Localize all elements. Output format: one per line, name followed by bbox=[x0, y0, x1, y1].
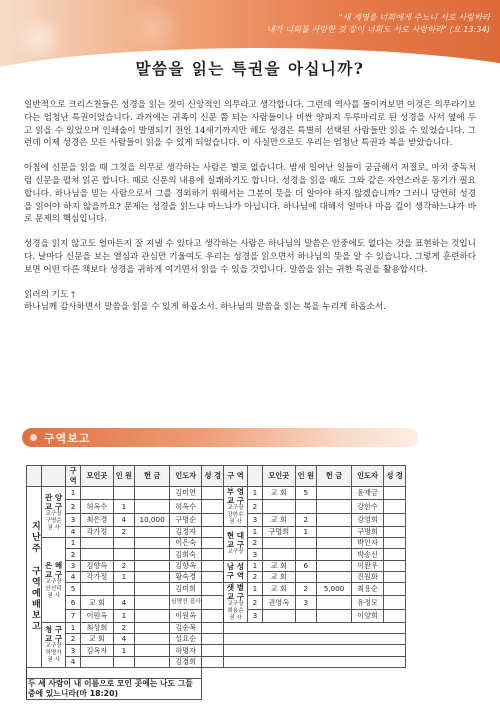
meeting-place-cell: 교 회 bbox=[263, 487, 295, 500]
meeting-place-cell: 교 회 bbox=[263, 513, 295, 526]
table-row bbox=[27, 513, 406, 526]
table-header-row bbox=[27, 466, 406, 487]
scripture-cell bbox=[384, 513, 406, 526]
article-body bbox=[24, 99, 476, 314]
district-number-cell: 2 bbox=[247, 500, 262, 513]
scripture-cell bbox=[202, 622, 224, 633]
table-row bbox=[27, 549, 406, 560]
meeting-place-cell: 각가정 bbox=[81, 571, 113, 582]
scripture-cell bbox=[384, 500, 406, 513]
decorative-flower-image bbox=[118, 6, 188, 52]
attendance-cell bbox=[295, 571, 317, 582]
offering-cell bbox=[135, 500, 170, 513]
table-row bbox=[27, 634, 406, 645]
header-cell: 인도자 bbox=[351, 466, 383, 487]
article-paragraph: 아침에 신문을 읽을 때 그것을 의무로 생각하는 사람은 별로 없습니다. 밤새 일어난 일들이 궁금해서 저절로, 마치 중독처럼 신문을 펼쳐 읽곤 합니다. 때로 신문의 내용에 실쾌하기도 합니다. 성경을 읽을 때도 그와 같은 자연스러운 동기가 필요합니다. 하나님을 믿는 사람으로서 그를 경외하기 위해서는 그분이 뜻을 더 알아야 하지 않겠습니까? 그러니 당연히 성경을 읽어야 하지 않을까요? 문제는 성경을 읽느냐 마느냐가 아닙니다. 하나님에 대해서 얼마나 마음 깊이 생각하느냐가 바로 문제의 핵심입니다. bbox=[24, 163, 476, 225]
scripture-cell bbox=[384, 609, 406, 622]
offering-cell bbox=[317, 500, 352, 513]
article-paragraph: 성경을 읽지 않고도 얼마든지 잘 지낼 수 있다고 생각하는 사람은 하나님의 말씀은 안중에도 없다는 것을 표현하는 것입니다. 날마다 신문을 보는 열심과 관심만 기울여도 우리는 성경을 읽으면서 하나님의 뜻을 알 수 있습니다. 그렇게 훈련하다보면 어떤 다른 책보다 성경을 귀하게 여기면서 읽을 수 있을 것입니다. 말씀을 읽는 귀한 특권을 활용합시다. bbox=[24, 239, 476, 275]
attendance-cell: 1 bbox=[295, 527, 317, 538]
header-cell: 헌 금 bbox=[317, 466, 352, 487]
district-group-label bbox=[224, 487, 248, 527]
scripture-cell bbox=[202, 656, 224, 667]
district-group-label bbox=[224, 527, 248, 561]
scripture-cell bbox=[202, 500, 224, 513]
scripture-cell bbox=[202, 596, 224, 609]
scripture-cell bbox=[384, 527, 406, 538]
district-number-cell: 3 bbox=[65, 513, 80, 526]
district-group-leader: 교구장 최용순 권 사 bbox=[227, 600, 244, 621]
scripture-cell bbox=[202, 549, 224, 560]
district-number-cell: 4 bbox=[65, 527, 80, 538]
attendance-cell: 2 bbox=[113, 622, 135, 633]
meeting-place-cell: 교 회 bbox=[263, 560, 295, 571]
meeting-place-cell bbox=[263, 609, 295, 622]
district-group-name: 샛 별 교 구 bbox=[226, 582, 245, 601]
header-spacer bbox=[247, 466, 262, 487]
district-number-cell: 6 bbox=[65, 596, 80, 609]
scripture-cell bbox=[202, 609, 224, 622]
offering-cell bbox=[317, 538, 352, 549]
leader-cell: 진원화 bbox=[351, 571, 383, 582]
leader-cell: 허명자 bbox=[169, 645, 201, 656]
district-number-cell: 1 bbox=[247, 487, 262, 500]
district-number-cell: 2 bbox=[247, 596, 262, 609]
district-number-cell: 5 bbox=[65, 582, 80, 595]
attendance-cell: 2 bbox=[295, 582, 317, 595]
meeting-place-cell: 최은경 bbox=[81, 513, 113, 526]
offering-cell bbox=[135, 571, 170, 582]
prayer-text: 하나님께 감사하면서 말씀을 읽을 수 있게 하옵소서. 하나님의 말씀을 읽는 복을 누리게 하옵소서. bbox=[24, 302, 387, 313]
header-cell: 인 원 bbox=[295, 466, 317, 487]
header-cell: 성 경 bbox=[384, 466, 406, 487]
header-spacer bbox=[27, 466, 42, 487]
district-number-cell: 4 bbox=[65, 571, 80, 582]
bullet-dot-icon bbox=[30, 434, 37, 441]
table-row bbox=[27, 596, 406, 609]
empty-cell bbox=[224, 645, 406, 656]
scripture-cell bbox=[202, 582, 224, 595]
attendance-cell bbox=[295, 609, 317, 622]
empty-cell bbox=[224, 622, 406, 633]
leader-cell: 김정자 bbox=[169, 527, 201, 538]
table-row bbox=[27, 527, 406, 538]
offering-cell bbox=[135, 634, 170, 645]
district-group-name: 청 구 교 구 bbox=[44, 625, 63, 644]
district-number-cell: 2 bbox=[65, 634, 80, 645]
table-row bbox=[27, 609, 406, 622]
leader-cell: 이원옥 bbox=[169, 609, 201, 622]
offering-cell bbox=[317, 513, 352, 526]
district-number-cell: 4 bbox=[65, 656, 80, 667]
scripture-cell bbox=[202, 571, 224, 582]
leader-cell: 강영희 bbox=[351, 513, 383, 526]
district-group-label bbox=[224, 582, 248, 622]
header-cell: 헌 금 bbox=[135, 466, 170, 487]
offering-cell bbox=[135, 645, 170, 656]
offering-cell bbox=[317, 596, 352, 609]
district-group-name: 은 혜 교 구 bbox=[44, 560, 63, 579]
scripture-cell bbox=[384, 487, 406, 500]
meeting-place-cell: 김향옥 bbox=[81, 560, 113, 571]
district-number-cell: 3 bbox=[65, 560, 80, 571]
empty-cell bbox=[27, 667, 202, 678]
scripture-cell bbox=[202, 513, 224, 526]
attendance-cell: 1 bbox=[113, 571, 135, 582]
offering-cell bbox=[135, 560, 170, 571]
attendance-cell: 2 bbox=[113, 527, 135, 538]
offering-cell bbox=[317, 571, 352, 582]
table-row bbox=[27, 500, 406, 513]
scripture-cell bbox=[202, 538, 224, 549]
offering-cell bbox=[135, 527, 170, 538]
district-group-leader: 교구장 bbox=[227, 548, 244, 555]
district-number-cell: 3 bbox=[247, 549, 262, 560]
attendance-cell: 1 bbox=[113, 645, 135, 656]
leader-cell: 유정모 bbox=[351, 596, 383, 609]
leader-cell: 김향옥 bbox=[169, 560, 201, 571]
offering-cell: 10,000 bbox=[135, 513, 170, 526]
district-number-cell: 1 bbox=[65, 538, 80, 549]
offering-cell bbox=[317, 527, 352, 538]
header-cell: 구 역 bbox=[65, 466, 80, 487]
table-row bbox=[27, 656, 406, 667]
attendance-cell bbox=[295, 500, 317, 513]
table-row bbox=[27, 582, 406, 595]
offering-cell bbox=[135, 487, 170, 500]
meeting-place-cell bbox=[81, 549, 113, 560]
meeting-place-cell: 허옥수 bbox=[81, 500, 113, 513]
district-number-cell: 1 bbox=[65, 622, 80, 633]
district-group-name: 부 영 교 구 bbox=[226, 487, 245, 505]
attendance-cell: 6 bbox=[295, 560, 317, 571]
empty-cell bbox=[224, 656, 406, 667]
attendance-cell: 4 bbox=[113, 596, 135, 609]
leader-cell: 김희숙 bbox=[169, 549, 201, 560]
offering-cell bbox=[317, 560, 352, 571]
leader-cell: 허옥수 bbox=[169, 500, 201, 513]
verse-line-1: "새 계명을 너희에게 주노니 서로 사랑하라 bbox=[338, 12, 490, 22]
scripture-cell bbox=[384, 560, 406, 571]
table-row bbox=[27, 622, 406, 633]
meeting-place-cell bbox=[81, 656, 113, 667]
leader-cell: 박인자 bbox=[351, 538, 383, 549]
leader-cell: 설요순 bbox=[169, 634, 201, 645]
district-report bbox=[26, 465, 406, 700]
offering-cell bbox=[317, 487, 352, 500]
district-group-label bbox=[42, 487, 66, 538]
leader-cell: 김순복 bbox=[169, 622, 201, 633]
leader-cell: 박송신 bbox=[351, 549, 383, 560]
scripture-cell bbox=[384, 582, 406, 595]
attendance-cell bbox=[113, 549, 135, 560]
scripture-cell bbox=[202, 560, 224, 571]
header-cell: 성 경 bbox=[202, 466, 224, 487]
district-number-cell: 3 bbox=[65, 645, 80, 656]
district-number-cell: 1 bbox=[65, 487, 80, 500]
district-number-cell: 1 bbox=[247, 560, 262, 571]
attendance-cell: 3 bbox=[295, 596, 317, 609]
leader-cell: 이완우 bbox=[351, 560, 383, 571]
meeting-place-cell bbox=[263, 549, 295, 560]
district-group-name: 관 양 교 구 bbox=[44, 492, 63, 511]
offering-cell bbox=[135, 622, 170, 633]
attendance-cell bbox=[295, 538, 317, 549]
attendance-cell: 4 bbox=[113, 634, 135, 645]
district-number-cell: 2 bbox=[247, 571, 262, 582]
leader-cell: 김미연 bbox=[169, 487, 201, 500]
leader-cell: 심명진 집사 bbox=[169, 596, 201, 609]
district-number-cell: 3 bbox=[247, 609, 262, 622]
leader-cell: 김미희 bbox=[169, 582, 201, 595]
verse-line-2: 내가 너희를 사랑한 것 같이 너희도 서로 사랑하라" (요 13:34) bbox=[266, 24, 490, 34]
attendance-cell: 1 bbox=[113, 500, 135, 513]
offering-cell bbox=[135, 538, 170, 549]
attendance-cell: 4 bbox=[113, 513, 135, 526]
district-number-cell: 2 bbox=[65, 500, 80, 513]
leader-cell: 강한수 bbox=[351, 500, 383, 513]
report-vertical-title: 지난주 구역예배보고 bbox=[27, 487, 42, 668]
district-number-cell: 1 bbox=[247, 582, 262, 595]
offering-cell bbox=[135, 582, 170, 595]
meeting-place-cell bbox=[81, 582, 113, 595]
scripture-footnote: 두 세 사람이 내 이름으로 모인 곳에는 나도 그들 중에 있느니라(마 18:20) bbox=[27, 678, 202, 699]
leader-cell: 최용순 bbox=[351, 582, 383, 595]
leader-cell: 윤재금 bbox=[351, 487, 383, 500]
table-row bbox=[27, 487, 406, 500]
district-number-cell: 2 bbox=[65, 549, 80, 560]
meeting-place-cell bbox=[81, 487, 113, 500]
attendance-cell: 2 bbox=[113, 560, 135, 571]
attendance-cell: 2 bbox=[295, 513, 317, 526]
leader-cell: 이은숙 bbox=[169, 538, 201, 549]
attendance-cell: 5 bbox=[295, 487, 317, 500]
offering-cell bbox=[135, 609, 170, 622]
article-paragraph: 일반적으로 크리스천들은 성경을 읽는 것이 신앙적인 의무라고 생각합니다. 그런데 역사를 돌이켜보면 이것은 의무라기보다는 엄청난 특권이었습니다. 과거에는 귀족이 신문 쯤 되는 사람들이나 비싼 양피지 두루마리로 된 성경을 사서 옆에 두고 읽을 수 있었으며 인쇄술이 발명되기 전인 14세기까지만 해도 성경은 특별히 선택된 사람들만 읽을 수 있었습니다. 그런데 이제 성경은 모든 사람들이 읽을 수 있게 되었습니다. 이 사실만으로도 우리는 엄청난 특권과 복을 받았습니다. bbox=[24, 100, 476, 149]
meeting-place-cell: 최상희 bbox=[81, 622, 113, 633]
meeting-place-cell: 김옥자 bbox=[81, 645, 113, 656]
scripture-cell bbox=[202, 634, 224, 645]
meeting-place-cell: 권영옥 bbox=[263, 596, 295, 609]
meeting-place-cell: 교 회 bbox=[263, 571, 295, 582]
attendance-cell bbox=[113, 538, 135, 549]
leader-cell: 이양희 bbox=[351, 609, 383, 622]
header-cell: 모인곳 bbox=[263, 466, 295, 487]
district-group-name: 현 대 교 구 bbox=[226, 530, 245, 549]
district-group-label bbox=[224, 560, 248, 582]
meeting-place-cell bbox=[81, 538, 113, 549]
scripture-cell bbox=[384, 596, 406, 609]
decorative-flower-image bbox=[8, 18, 68, 58]
section-title: 구역보고 bbox=[44, 432, 91, 445]
scripture-cell bbox=[202, 645, 224, 656]
scripture-cell bbox=[384, 538, 406, 549]
header-verse bbox=[267, 11, 490, 35]
header-cell: 인도자 bbox=[169, 466, 201, 487]
district-group-leader: 교구장 구명순 권 사 bbox=[45, 510, 62, 531]
offering-cell bbox=[135, 549, 170, 560]
district-group-leader: 교구장 허명자 권 사 bbox=[45, 643, 62, 664]
meeting-place-cell: 교 회 bbox=[81, 634, 113, 645]
header-cell: 모인곳 bbox=[81, 466, 113, 487]
meeting-place-cell: 이원옥 bbox=[81, 609, 113, 622]
scripture-cell bbox=[384, 571, 406, 582]
offering-cell bbox=[135, 656, 170, 667]
scripture-cell bbox=[202, 487, 224, 500]
meeting-place-cell: 각가정 bbox=[81, 527, 113, 538]
leader-cell: 구명희 bbox=[351, 527, 383, 538]
attendance-cell bbox=[113, 656, 135, 667]
leader-cell: 김경희 bbox=[169, 656, 201, 667]
attendance-cell: 1 bbox=[113, 609, 135, 622]
district-number-cell: 7 bbox=[65, 609, 80, 622]
meeting-place-cell: 교 회 bbox=[81, 596, 113, 609]
meeting-place-cell bbox=[263, 500, 295, 513]
leader-cell: 황숙경 bbox=[169, 571, 201, 582]
prayer-title: 읽러의 기도 † bbox=[24, 289, 76, 300]
article-title: 말씀을 읽는 특권을 아십니까? bbox=[135, 59, 365, 78]
district-group-name: 남 성 구 역 bbox=[226, 562, 245, 581]
district-group-label bbox=[42, 538, 66, 623]
scripture-cell bbox=[202, 527, 224, 538]
district-number-cell: 3 bbox=[247, 513, 262, 526]
offering-cell bbox=[317, 609, 352, 622]
offering-cell: 5,000 bbox=[317, 582, 352, 595]
district-group-leader: 교구장 안선덕 권 사 bbox=[45, 578, 62, 599]
district-group-leader: 교구장 강한수 권 사 bbox=[227, 505, 244, 525]
leader-cell: 구명순 bbox=[169, 513, 201, 526]
table-row bbox=[27, 645, 406, 656]
header-spacer bbox=[42, 466, 66, 487]
district-group-label bbox=[42, 622, 66, 667]
table-row bbox=[27, 571, 406, 582]
header-cell: 구 역 bbox=[224, 466, 248, 487]
table-row bbox=[27, 560, 406, 571]
meeting-place-cell: 교 회 bbox=[263, 582, 295, 595]
meeting-place-cell bbox=[263, 538, 295, 549]
district-report-table bbox=[26, 465, 406, 700]
district-report-body bbox=[27, 487, 406, 700]
offering-cell bbox=[135, 596, 170, 609]
offering-cell bbox=[317, 549, 352, 560]
table-row bbox=[27, 667, 406, 678]
district-number-cell: 2 bbox=[247, 538, 262, 549]
attendance-cell bbox=[295, 549, 317, 560]
meeting-place-cell: 구명희 bbox=[263, 527, 295, 538]
header-cell: 인 원 bbox=[113, 466, 135, 487]
empty-cell bbox=[224, 634, 406, 645]
district-number-cell: 1 bbox=[247, 527, 262, 538]
section-header-bar bbox=[22, 428, 418, 447]
attendance-cell bbox=[113, 487, 135, 500]
table-row bbox=[27, 538, 406, 549]
attendance-cell bbox=[113, 582, 135, 595]
scripture-cell bbox=[384, 549, 406, 560]
